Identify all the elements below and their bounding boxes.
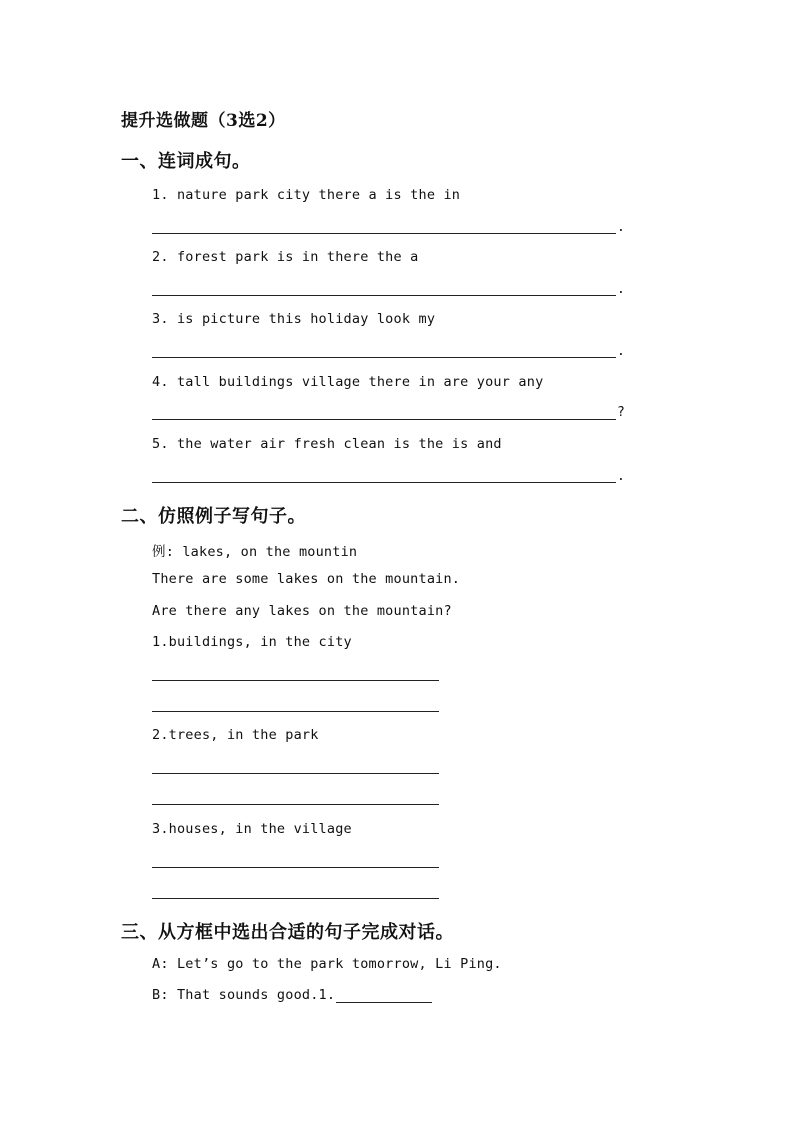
answer-line-5[interactable] xyxy=(152,482,616,483)
section1-question-3: 3. is picture this holiday look my xyxy=(152,311,436,327)
answer-line-6a[interactable] xyxy=(152,680,439,681)
answer-line-3[interactable] xyxy=(152,357,616,358)
answer-end-3: . xyxy=(617,344,625,359)
section3-heading: 三、从方框中选出合适的句子完成对话。 xyxy=(121,922,454,943)
example-answer-2: Are there any lakes on the mountain? xyxy=(152,603,452,619)
section1-heading: 一、连词成句。 xyxy=(121,151,251,172)
answer-line-6b[interactable] xyxy=(152,711,439,712)
answer-end-1: . xyxy=(617,220,625,235)
answer-end-5: . xyxy=(617,469,625,484)
section2-question-1: 1.buildings, in the city xyxy=(152,634,352,650)
example-prompt: 例: lakes, on the mountin xyxy=(152,544,358,560)
worksheet-title: 提升选做题（3选2） xyxy=(121,111,286,131)
answer-line-8b[interactable] xyxy=(152,898,439,899)
section2-question-2: 2.trees, in the park xyxy=(152,727,319,743)
answer-line-4[interactable] xyxy=(152,419,616,420)
section1-question-4: 4. tall buildings village there in are your any xyxy=(152,374,544,390)
answer-end-4: ? xyxy=(617,405,625,420)
section2-heading: 二、仿照例子写句子。 xyxy=(121,506,306,527)
dialogue-line-b: B: That sounds good.1. xyxy=(152,987,336,1003)
answer-line-7b[interactable] xyxy=(152,804,439,805)
dialogue-line-a: A: Let’s go to the park tomorrow, Li Ping. xyxy=(152,956,502,972)
section1-question-2: 2. forest park is in there the a xyxy=(152,249,419,265)
section1-question-5: 5. the water air fresh clean is the is and xyxy=(152,436,502,452)
answer-line-7a[interactable] xyxy=(152,773,439,774)
answer-line-8a[interactable] xyxy=(152,867,439,868)
section1-question-1: 1. nature park city there a is the in xyxy=(152,187,461,203)
answer-line-2[interactable] xyxy=(152,295,616,296)
section2-question-3: 3.houses, in the village xyxy=(152,821,352,837)
dialogue-blank-1[interactable] xyxy=(336,1002,432,1003)
answer-end-2: . xyxy=(617,282,625,297)
example-answer-1: There are some lakes on the mountain. xyxy=(152,571,461,587)
answer-line-1[interactable] xyxy=(152,233,616,234)
